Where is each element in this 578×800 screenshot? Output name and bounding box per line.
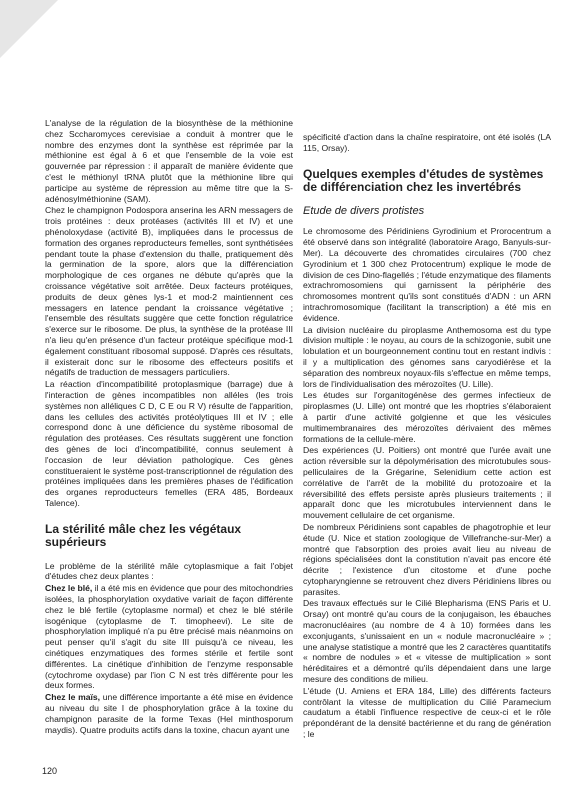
paragraph (45, 692, 293, 735)
paragraph-body: une différence importante a été mise en évidence au niveau du site I de phosphorylation grâce à la toxine du champignon parasite de la forme Texas (Hel minthosporum maydis). Quatre produits actifs dans la toxine, chacun ayant une (45, 692, 293, 735)
paragraph (45, 583, 293, 691)
paragraph-lead: Chez le maïs, (45, 692, 101, 703)
paragraph: Des travaux effectués sur le Cilié Blepharisma (ENS Paris et U. Orsay) ont montré qu'au cours de la conjugaison, les ébauches macronucléaires (au nombre de 4 à 10) formées dans les exconjugants, s'unissaient en un « nodule macronucléaire » ; une analyse statistique a montré que les 2 caractères quantitatifs « nombre de nodules » et « vitesse de multiplication » sont héréditaires et a démontré qu'ils dépendaient dans une large mesure des conditions de milieu. (303, 598, 551, 685)
paragraph: Le problème de la stérilité mâle cytoplasmique a fait l'objet d'études chez deux plantes : (45, 560, 293, 582)
page-corner-fold (0, 0, 58, 58)
paragraph: Les études sur l'organitogénèse des germes infectieux de piroplasmes (U. Lille) ont montré que les rhoptries s'élaboraient à partir d'une activité golgienne et que les vésicules multimembranaires des mérozoïtes dérivaient des mêmes formations de la cellule-mère. (303, 390, 551, 444)
paragraph: L'étude (U. Amiens et ERA 184, Lille) des différents facteurs contrôlant la vitesse de multiplication du Cilié Paramecium caudatum a établi l'influence respective de ceux-ci et le rôle prépondérant de la densité bactérienne et du rang de génération ; le (303, 685, 551, 740)
section-heading: La stérilité mâle chez les végétaux supérieurs (45, 521, 242, 550)
paragraph: Chez le champignon Podospora anserina les ARN messagers de trois protéines : deux protéases (activités III et IV) et une phénoloxydase (activité B), impliquées dans le processus de formation des organes reproducteurs femelles, sont synthétisées pendant toute la phase d'extension du thalle, pratiquement dès la germination de la spore, alors que la différenciation morphologique de ces organes ne débute qu'après que la croissance végétative soit arrêtée. Deux facteurs protéiques, produits de deux gènes lys-1 et mod-2 maintiennent ces messagers en latence pendant la croissance végétative ; l'ensemble des résultats suggère que cette fonction régulatrice s'exerce sur le ribosome. De plus, la synthèse de la protéase III n'a lieu qu'en présence d'un facteur protéique spécifique mod-1 également constituant ribosomal supposé. D'après ces résultats, il existerait donc sur le ribosome des effecteurs positifs et négatifs de traduction de messagers particuliers. (45, 205, 293, 378)
left-column (45, 118, 293, 736)
paragraph: L'analyse de la régulation de la biosynthèse de la méthionine chez Sccharomyces cerevisiae a conduit à montrer que le nombre des enzymes dont la synthèse est réprimée par la méthionine est égal à 6 et que l'ensemble de la voie est gouvernée par répression : il apparaît de manière évidente que c'est le méthionyl tRNA plutôt que la méthionine libre qui participe au système de répression au même titre que la S-adénosylméthionine (SAM). (45, 118, 293, 204)
paragraph-lead: Chez le blé, (45, 583, 93, 594)
paragraph: De nombreux Péridiniens sont capables de phagotrophie et leur étude (U. Nice et station zoologique de Villefranche-sur-Mer) a montré que l'absorption des proies avait lieu au niveau de régions spécialisées dont la constitution n'avait pas encore été décrite ; l'existence d'un citostome et d'une poche cytopharyngienne se retrouvent chez divers Péridiniens libres ou parasites. (303, 521, 551, 597)
paragraph: Le chromosome des Péridiniens Gyrodinium et Prorocentrum a été observé dans son intégralité (laboratoire Arago, Banyuls-sur-Mer). La découverte des chromatides circulaires (700 chez Gyrodinium et 1 300 chez Protocentrum) explique le mode de division de ces Dino-flagellés ; l'étude enzymatique des filaments extrachromosomiens qui garnissent la périphérie des chromosomes montrent qu'ils sont constitués d'ADN : un ARN intrachromosomique (facilitant la transcription) a été mis en évidence. (303, 226, 551, 323)
paragraph: La division nucléaire du piroplasme Anthemosoma est du type division multiple : le noyau, au cours de la schizogonie, subit une lobulation et un bourgeonnement continu tout en restant indivis : il y a multiplication des génomes sans caryodiérèse et la séparation des nombreux noyaux-fils s'effectue en même temps, lors de l'individualisation des mérozoïtes (U. Lille). (303, 324, 551, 389)
page-number: 120 (42, 766, 58, 776)
section-subheading: Etude de divers protistes (303, 204, 425, 217)
paragraph-body: il a été mis en évidence que pour des mitochondries isolées, la phosphorylation oxydative variait de façon différente chez le blé fertile (cytoplasme normal) et chez le blé stérile isogénique (cytoplasme de T. timopheevi). Le site de phosphorylation impliqué n'a pu être précisé mais néanmoins on peut penser qu'il s'agit du site III puisqu'à ce niveau, les cinétiques enzymatiques des formes stérile et fertile sont différentes. La cinétique d'inhibition de l'enzyme responsable (cytochrome oxydase) par l'ion C N est très différente pour les deux formes. (45, 583, 293, 691)
right-column (303, 132, 551, 741)
section-heading: Quelques exemples d'études de systèmes de différenciation chez les invertébrés (303, 166, 544, 195)
paragraph: Des expériences (U. Poitiers) ont montré que l'urée avait une action réversible sur la dépolymérisation des microtubules sous-pelliculaires de la Grégarine, Selenidium cette action est corrélative de l'arrêt de la mobilité du protozoaire et la réversibilité des effets persiste après plusieurs traitements ; il apparaît donc que les microtubules interviennent dans le mouvement cellulaire de cet organisme. (303, 445, 551, 521)
paragraph: La réaction d'incompatibilité protoplasmique (barrage) due à l'interaction de gènes incompatibles non alléles (les trois systèmes non alléliques C D, C E ou R V) résulte de l'apparition, dans les cellules des activités protéolytiques III et IV ; elle correspond donc à une déficience du système ribosomal de régulation des protéases. Ces résultats suggèrent une fonction des gènes de loci d'incompatibilité, connus seulement à l'occasion de leur déviation pathologique. Ces gènes constitueraient le système post-transcriptionnel de régulation des protéines impliquées dans les premières phases de l'édification des organes reproducteurs femelles (ERA 485, Bordeaux Talence). (45, 379, 293, 508)
paragraph: spécificité d'action dans la chaîne respiratoire, ont été isolés (LA 115, Orsay). (303, 132, 551, 153)
